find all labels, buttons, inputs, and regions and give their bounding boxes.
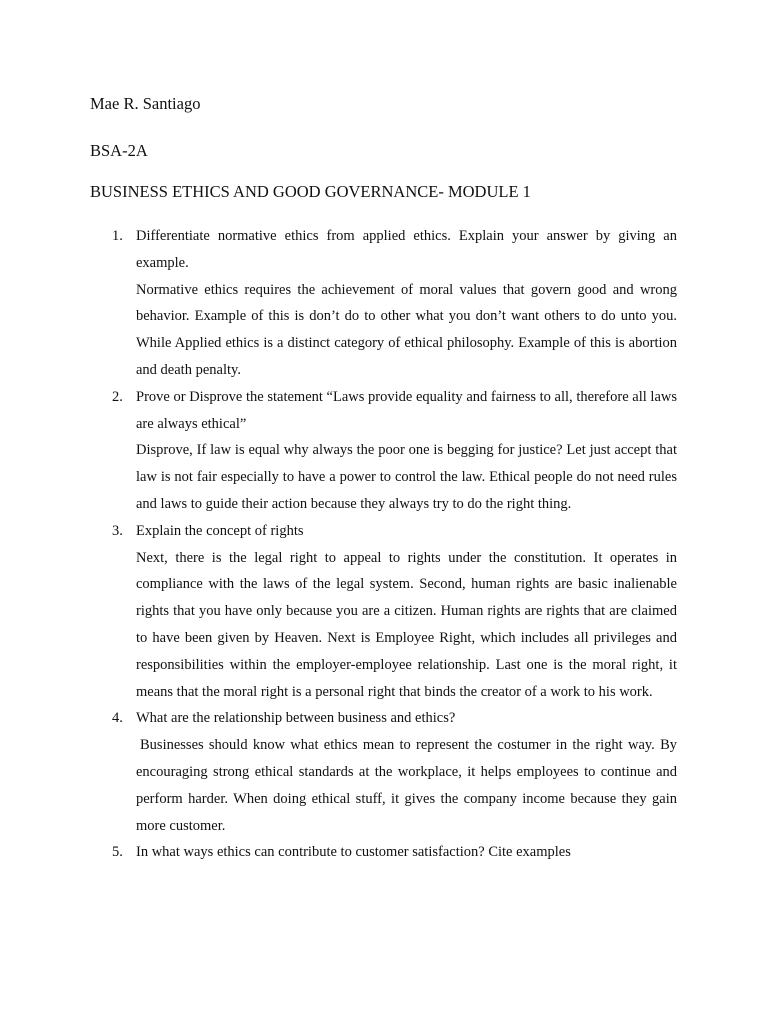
question-item-3 — [0, 518, 677, 706]
question-text: What are the relationship between business and ethics? — [136, 710, 456, 727]
student-section: BSA-2A — [90, 141, 148, 160]
question-item-2 — [0, 384, 677, 518]
question-list — [0, 223, 768, 866]
question-number: 2. — [112, 388, 123, 405]
question-item-5 — [0, 839, 677, 866]
question-item-4 — [0, 705, 677, 839]
answer-text: Next, there is the legal right to appeal to rights under the constitution. It operates in compliance with the laws of the legal system. Second, human rights are basic inalienable rights that you have only because you are a citizen. Human rights are rights that are claimed to have been given by Heaven. Next is Employee Right, which includes all privileges and responsibilities within the employer-employee relationship. Last one is the moral right, it means that the moral right is a personal right that binds the creator of a work to his work. — [136, 549, 677, 700]
question-text: Differentiate normative ethics from applied ethics. Explain your answer by giving an example. — [136, 228, 677, 271]
question-number: 5. — [112, 844, 123, 861]
answer-text: Disprove, If law is equal why always the poor one is begging for justice? Let just accept that law is not fair especially to have a power to control the law. Ethical people do not need rules and laws to guide their action because they always try to do the right thing. — [136, 442, 677, 512]
question-text: Prove or Disprove the statement “Laws provide equality and fairness to all, therefore all laws are always ethical” — [136, 388, 677, 432]
student-name: Mae R. Santiago — [90, 94, 201, 113]
question-number: 3. — [112, 522, 123, 539]
question-text: In what ways ethics can contribute to customer satisfaction? Cite examples — [136, 844, 571, 861]
answer-text: Normative ethics requires the achievement of moral values that govern good and wrong behavior. Example of this is don’t do to other what you don’t want others to do unto you. While Applied ethics is a distinct category of ethical philosophy. Example of this is abortion and death penalty. — [136, 281, 677, 378]
question-number: 1. — [112, 228, 123, 244]
document-title: BUSINESS ETHICS AND GOOD GOVERNANCE- MODULE 1 — [90, 182, 531, 201]
question-item-1 — [0, 223, 677, 384]
question-number: 4. — [112, 710, 123, 727]
question-text: Explain the concept of rights — [136, 522, 304, 539]
answer-text: Businesses should know what ethics mean to represent the costumer in the right way. By encouraging strong ethical standards at the workplace, it helps employees to continue and perform harder. When doing ethical stuff, it gives the company income because they gain more customer. — [136, 737, 677, 834]
